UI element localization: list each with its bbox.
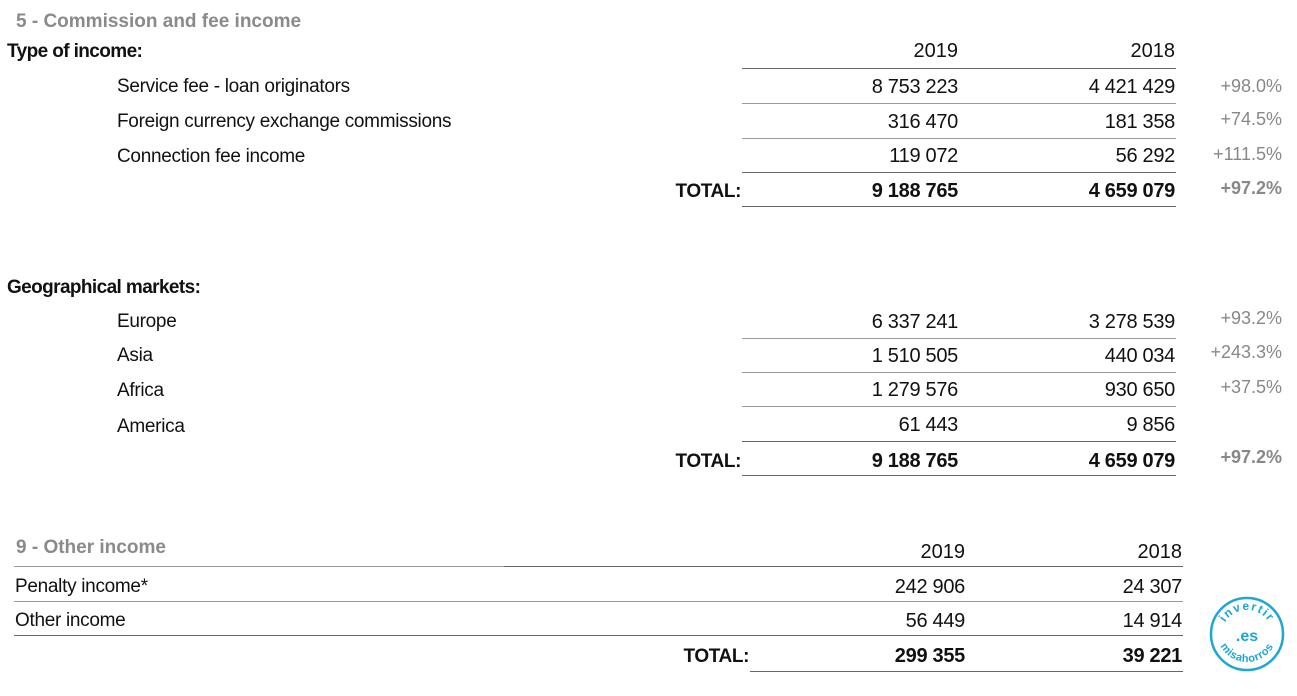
row-value-2018: 9 856	[1126, 414, 1175, 436]
row-label: Penalty income*	[15, 576, 148, 597]
row-change: +98.0%	[1220, 76, 1282, 96]
total-label: TOTAL:	[675, 181, 741, 202]
row-rule	[14, 601, 1183, 602]
row-label: America	[117, 416, 185, 437]
total-rule	[750, 671, 1183, 672]
row-value-2019: 242 906	[894, 576, 965, 598]
section-5-title: 5 - Commission and fee income	[16, 11, 302, 32]
header-rule-left	[14, 566, 504, 567]
row-rule	[742, 441, 1176, 442]
row-change: +243.3%	[1210, 342, 1282, 362]
row-rule	[742, 406, 1176, 407]
row-label: Connection fee income	[117, 146, 306, 167]
year-2019-header: 2019	[920, 541, 965, 563]
row-value-2018: 181 358	[1104, 111, 1175, 133]
total-value-2019: 299 355	[894, 645, 965, 667]
row-change: +74.5%	[1220, 109, 1282, 129]
watermark-top-text: invertir	[1215, 598, 1278, 625]
header-rule-right	[504, 566, 1183, 567]
year-2018-header: 2018	[1137, 541, 1182, 563]
total-change: +97.2%	[1220, 447, 1282, 467]
row-label: Service fee - loan originators	[117, 76, 350, 97]
row-change: +37.5%	[1220, 377, 1282, 397]
watermark-bottom-text: misahorros	[1217, 640, 1277, 666]
total-label: TOTAL:	[683, 646, 749, 667]
total-rule	[742, 475, 1176, 476]
row-value-2019: 316 470	[887, 111, 958, 133]
geographical-markets-heading: Geographical markets:	[7, 277, 201, 298]
row-value-2019: 1 279 576	[871, 379, 958, 401]
row-label: Other income	[15, 610, 126, 631]
row-value-2019: 6 337 241	[871, 311, 958, 333]
row-value-2019: 56 449	[905, 610, 965, 632]
row-value-2018: 56 292	[1115, 145, 1175, 167]
watermark-logo	[1209, 596, 1285, 672]
row-label: Africa	[117, 380, 164, 401]
row-change: +93.2%	[1220, 308, 1282, 328]
row-rule	[742, 138, 1176, 139]
total-value-2018: 39 221	[1122, 645, 1182, 667]
row-value-2018: 440 034	[1104, 345, 1175, 367]
total-value-2019: 9 188 765	[871, 450, 958, 472]
row-rule	[14, 635, 1183, 636]
row-value-2018: 14 914	[1122, 610, 1182, 632]
row-value-2018: 3 278 539	[1088, 311, 1175, 333]
row-rule	[742, 372, 1176, 373]
total-value-2019: 9 188 765	[871, 180, 958, 202]
row-value-2018: 930 650	[1104, 379, 1175, 401]
row-label: Asia	[117, 345, 153, 366]
year-2019-header: 2019	[913, 40, 958, 62]
row-label: Foreign currency exchange commissions	[117, 111, 452, 132]
total-value-2018: 4 659 079	[1088, 180, 1175, 202]
row-value-2019: 61 443	[898, 414, 958, 436]
total-label: TOTAL:	[675, 451, 741, 472]
row-value-2019: 119 072	[889, 145, 958, 167]
total-value-2018: 4 659 079	[1088, 450, 1175, 472]
row-change: +111.5%	[1213, 144, 1282, 164]
section-9-title: 9 - Other income	[16, 537, 166, 558]
row-rule	[742, 103, 1176, 104]
row-value-2019: 1 510 505	[871, 345, 958, 367]
total-rule	[742, 206, 1176, 207]
year-2018-header: 2018	[1130, 40, 1175, 62]
row-rule	[742, 338, 1176, 339]
watermark-center-text: .es	[1235, 628, 1259, 645]
header-rule	[742, 68, 1176, 69]
row-value-2019: 8 753 223	[871, 76, 958, 98]
watermark-seal-icon	[1209, 596, 1285, 672]
row-value-2018: 4 421 429	[1088, 76, 1175, 98]
total-change: +97.2%	[1220, 178, 1282, 198]
type-of-income-heading: Type of income:	[7, 41, 143, 62]
row-value-2018: 24 307	[1122, 576, 1182, 598]
row-label: Europe	[117, 311, 177, 332]
row-rule	[742, 172, 1176, 173]
